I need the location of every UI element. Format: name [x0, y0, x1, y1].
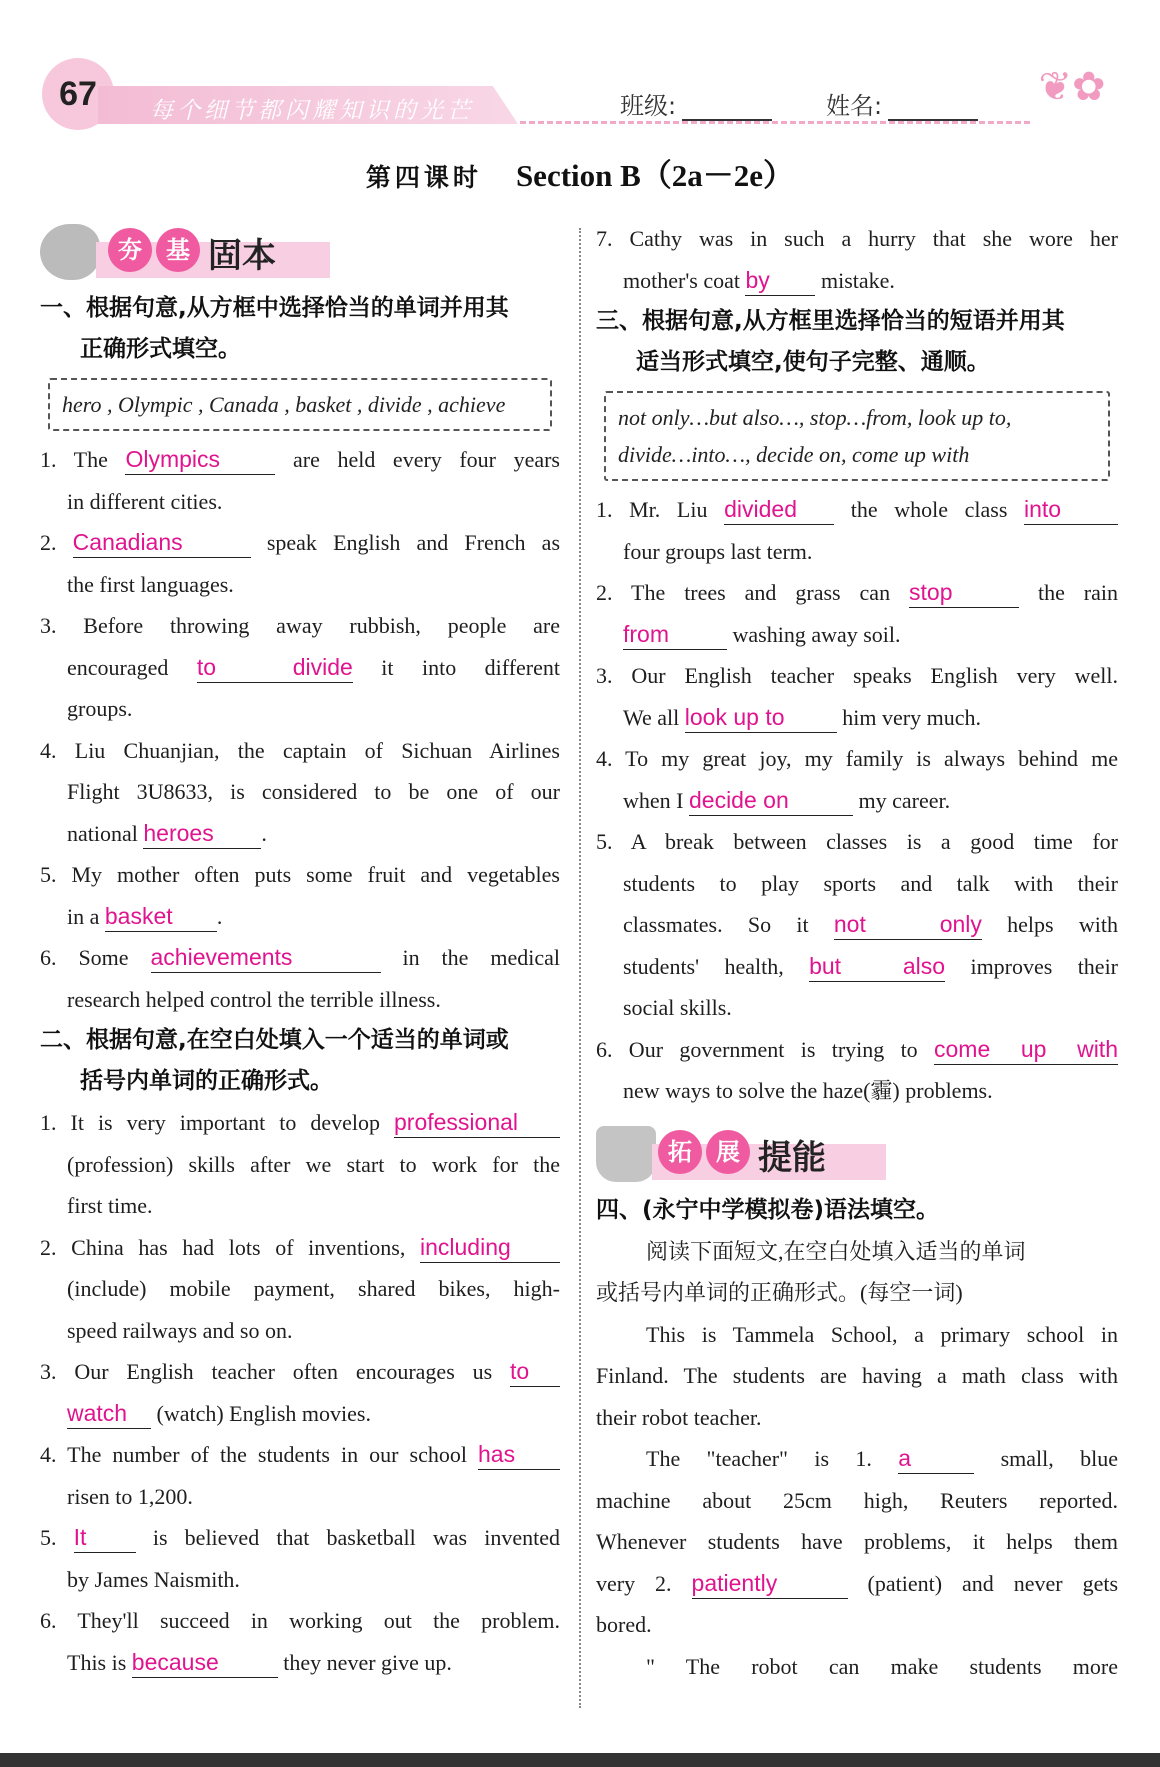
phrase-box-line: divide…into…, decide on, come up with: [618, 442, 970, 467]
phrase-box: [604, 391, 1110, 481]
q-text: 3. Our English teacher often encourages us: [40, 1359, 493, 1384]
part1-q4: [40, 730, 560, 855]
q-text: 6. They'll succeed in working out the problem.: [40, 1608, 560, 1633]
q-text: first time.: [67, 1193, 153, 1218]
answer-blank[interactable]: It: [74, 1522, 136, 1553]
part3-q4: [596, 738, 1118, 821]
right-column: [596, 218, 1118, 1687]
q-text: 4. Liu Chuanjian, the captain of Sichuan Airlines: [40, 737, 560, 763]
badge-char: 展: [706, 1130, 750, 1174]
badge-word: 提能: [758, 1137, 826, 1178]
q-text: the rain: [1037, 580, 1119, 605]
q-text: mistake.: [820, 267, 895, 293]
word-box: hero , Olympic , Canada , basket , divide , achieve: [48, 378, 552, 431]
badge-char: 基: [156, 228, 200, 272]
q-text: speak English and French as: [266, 530, 561, 555]
answer-blank[interactable]: patiently: [692, 1568, 848, 1599]
part4-instruction-cont: 或括号内单词的正确形式。(每空一词): [596, 1280, 963, 1305]
answer-blank[interactable]: decide on: [689, 785, 853, 816]
flourish-icon: ❦✿: [1038, 64, 1106, 109]
answer-blank[interactable]: Canadians: [73, 527, 251, 558]
class-label: 班级:: [620, 92, 677, 120]
q-text: by James Naismith.: [67, 1566, 240, 1592]
passage-line: their robot teacher.: [596, 1404, 762, 1430]
passage: [596, 1314, 1118, 1688]
answer-blank[interactable]: because: [132, 1647, 278, 1678]
passage-text: small, blue: [1000, 1446, 1119, 1471]
section-badge-extend: [596, 1120, 1118, 1184]
answer-blank[interactable]: from: [623, 619, 727, 650]
q-text: 6. Our government is trying to: [596, 1036, 918, 1062]
part3-q1: [596, 489, 1118, 572]
q-text: my career.: [858, 787, 951, 813]
q-text: groups.: [67, 696, 133, 721]
part3-q6: [596, 1029, 1118, 1112]
q-text: in different cities.: [67, 488, 223, 514]
answer-blank[interactable]: Olympics: [125, 444, 275, 475]
q-text: national: [67, 820, 138, 846]
passage-text: (patient) and never gets: [867, 1570, 1119, 1596]
part3-title-cont: 适当形式填空,使句子完整、通顺。: [636, 349, 990, 375]
part2-q2: [40, 1227, 560, 1352]
q-text: 5. A break between classes is a good time for: [596, 829, 1118, 854]
answer-blank[interactable]: look up to: [685, 702, 837, 733]
q-text: 4. To my great joy, my family is always behind me: [596, 746, 1118, 771]
part4-instruction: 阅读下面短文,在空白处填入适当的单词: [646, 1238, 1026, 1264]
left-column: [40, 218, 560, 1683]
section-badge-basic: [40, 218, 560, 282]
q-text: 4. The number of the students in our school: [40, 1442, 467, 1467]
answer-blank[interactable]: stop: [909, 577, 1019, 608]
class-field: [620, 86, 772, 121]
part1-q5: [40, 854, 560, 937]
part2-title: 二、根据句意,在空白处填入一个适当的单词或: [40, 1027, 509, 1053]
answer-blank[interactable]: but also: [809, 951, 945, 982]
column-divider: [579, 228, 581, 1708]
badge-char: 拓: [658, 1130, 702, 1174]
lesson-title: [0, 150, 1160, 195]
answer-blank[interactable]: watch: [67, 1398, 151, 1429]
q-text: 1. The: [40, 447, 108, 472]
part3-q2: [596, 572, 1118, 655]
q-text: 3. Our English teacher speaks English very well.: [596, 663, 1118, 688]
q-text: is believed that basketball was invented: [152, 1525, 561, 1550]
part2-title-cont: 括号内单词的正确形式。: [80, 1068, 333, 1094]
part1-title-cont: 正确形式填空。: [80, 336, 241, 362]
part2-q6: [40, 1600, 560, 1683]
passage-line: " The robot can make students more: [646, 1653, 1118, 1679]
q-text: 2.: [40, 530, 57, 555]
part1-q3: [40, 605, 560, 730]
q-text: classmates. So it: [623, 912, 809, 937]
q-text: (profession) skills after we start to work for the: [67, 1151, 560, 1177]
q-text: risen to 1,200.: [67, 1483, 193, 1509]
part3-q5: [596, 821, 1118, 1029]
q-text: are held every four years: [293, 447, 560, 472]
part2-q7: [596, 218, 1118, 301]
badge-char: 夯: [108, 228, 152, 272]
q-text: it into different: [381, 654, 560, 680]
header-dashed-line: [520, 121, 1030, 124]
q-text: (include) mobile payment, shared bikes, high-: [67, 1276, 560, 1301]
passage-line: Finland. The students are having a math class with: [596, 1363, 1118, 1388]
answer-blank[interactable]: professional: [394, 1107, 560, 1138]
q-text: encouraged: [67, 654, 169, 680]
part1-q1: [40, 439, 560, 522]
answer-blank[interactable]: not only: [834, 909, 982, 940]
part1-title: 一、根据句意,从方框中选择恰当的单词并用其: [40, 295, 509, 321]
lesson-title-en: Section B（2a－2e）: [515, 158, 795, 193]
q-text: 3. Before throwing away rubbish, people are: [40, 613, 560, 638]
answer-blank[interactable]: has: [478, 1439, 560, 1470]
q-text: 5. My mother often puts some fruit and vegetables: [40, 862, 560, 887]
q-text: (watch) English movies.: [156, 1400, 371, 1426]
q-text: washing away soil.: [732, 621, 901, 647]
passage-text: very 2.: [596, 1570, 672, 1596]
q-text: in the medical: [402, 945, 560, 970]
name-field: [826, 86, 978, 121]
q-text: .: [216, 903, 223, 929]
q-text: students to play sports and talk with their: [623, 870, 1118, 896]
part3-title: 三、根据句意,从方框里选择恰当的短语并用其: [596, 308, 1065, 334]
lesson-title-cn: 第四课时: [365, 163, 482, 192]
answer-blank[interactable]: achievements: [151, 942, 381, 973]
name-blank[interactable]: [888, 97, 978, 121]
q-text: Flight 3U8633, is considered to be one of our: [67, 779, 560, 804]
q-text: This is: [67, 1649, 127, 1675]
q-text: mother's coat: [623, 267, 740, 293]
q-text: We all: [623, 704, 680, 730]
passage-text: The "teacher" is 1.: [646, 1446, 872, 1471]
part2-q4: [40, 1434, 560, 1517]
part3-q3: [596, 655, 1118, 738]
answer-blank[interactable]: a: [898, 1443, 974, 1474]
q-text: when I: [623, 787, 684, 813]
page-header: [0, 0, 1160, 140]
q-text: 5.: [40, 1525, 57, 1550]
passage-line: bored.: [596, 1612, 652, 1637]
phrase-box-line: not only…but also…, stop…from, look up to,: [618, 405, 1012, 430]
class-blank[interactable]: [682, 97, 772, 121]
answer-blank[interactable]: by: [745, 265, 815, 296]
q-text: 1. Mr. Liu: [596, 497, 708, 522]
answer-blank[interactable]: heroes: [143, 818, 261, 849]
answer-blank[interactable]: to: [510, 1356, 560, 1387]
motto: 每个细节都闪耀知识的光芒: [150, 98, 474, 124]
page-number: 67: [42, 58, 114, 130]
q-text: four groups last term.: [623, 538, 813, 564]
part1-q6: [40, 937, 560, 1020]
q-text: helps with: [1007, 912, 1119, 937]
q-text: 1. It is very important to develop: [40, 1110, 380, 1135]
answer-blank[interactable]: including: [420, 1232, 560, 1263]
q-text: speed railways and so on.: [67, 1317, 293, 1343]
q-text: in a: [67, 903, 100, 929]
q-text: 2. China has had lots of inventions,: [40, 1234, 406, 1260]
part1-q2: [40, 522, 560, 605]
q-text: social skills.: [623, 995, 732, 1020]
q-text: research helped control the terrible illness.: [67, 986, 441, 1012]
part2-q5: [40, 1517, 560, 1600]
palette-icon: [40, 224, 100, 280]
answer-blank[interactable]: basket: [105, 901, 217, 932]
answer-blank[interactable]: into: [1024, 494, 1118, 525]
q-text: 2. The trees and grass can: [596, 580, 891, 605]
answer-blank[interactable]: divided: [724, 494, 834, 525]
passage-line: Whenever students have problems, it helps them: [596, 1529, 1118, 1554]
part2-q1: [40, 1102, 560, 1227]
part2-q3: [40, 1351, 560, 1434]
q-text: they never give up.: [283, 1649, 452, 1675]
q-text: students' health,: [623, 953, 784, 979]
passage-line: machine about 25cm high, Reuters reported.: [596, 1487, 1118, 1513]
q-text: the first languages.: [67, 571, 234, 597]
answer-blank[interactable]: come up with: [934, 1034, 1118, 1065]
name-label: 姓名:: [826, 92, 883, 120]
q-text: him very much.: [842, 704, 981, 730]
q-text: improves their: [970, 953, 1119, 979]
q-text: 7. Cathy was in such a hurry that she wore her: [596, 226, 1118, 251]
q-text: new ways to solve the haze(霾) problems.: [623, 1078, 993, 1103]
q-text: the whole class: [850, 497, 1008, 522]
passage-line: This is Tammela School, a primary school in: [646, 1321, 1118, 1347]
paint-bucket-icon: [596, 1126, 656, 1182]
part4-title: 四、(永宁中学模拟卷)语法填空。: [596, 1196, 940, 1223]
answer-blank[interactable]: to divide: [197, 652, 353, 683]
q-text: 6. Some: [40, 945, 129, 970]
badge-word: 固本: [208, 236, 276, 276]
bottom-bar: [0, 1753, 1160, 1767]
q-text: .: [261, 820, 267, 846]
